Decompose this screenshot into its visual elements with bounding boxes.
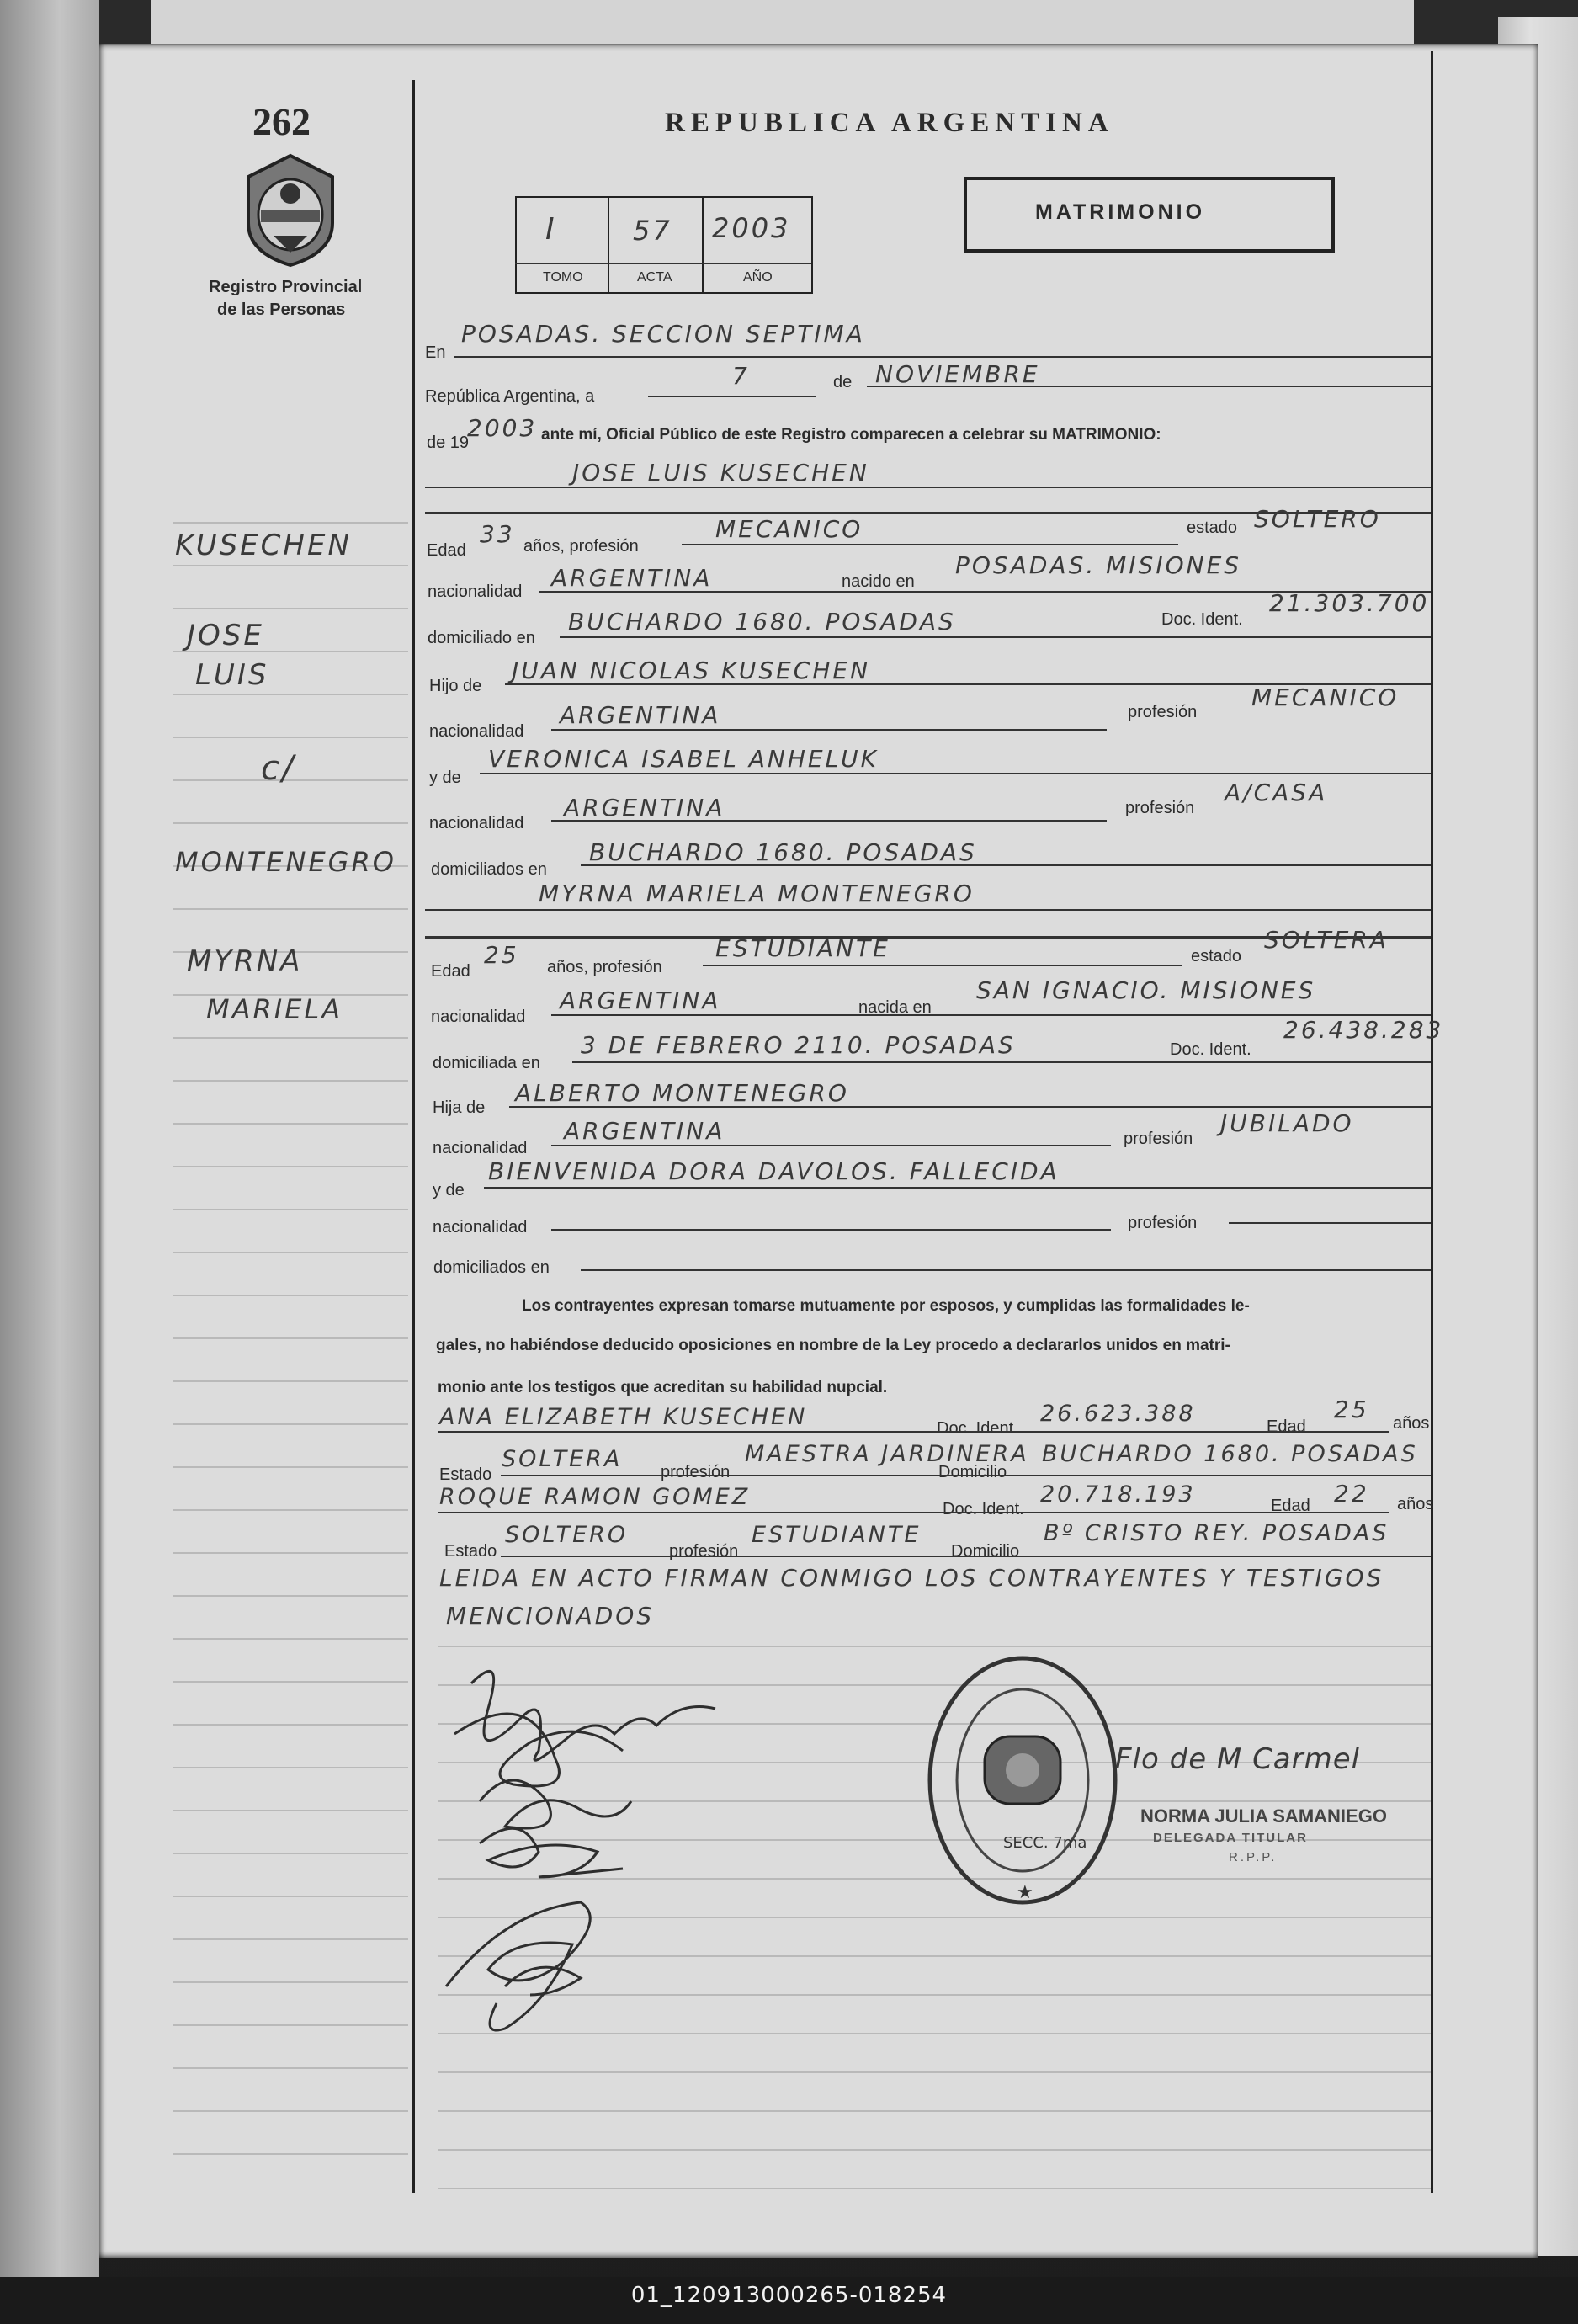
field-line	[509, 1106, 1431, 1108]
groom-profession: MECANICO	[715, 515, 863, 543]
ruled-line	[173, 737, 408, 738]
ruled-line	[173, 1466, 408, 1468]
statement-line2: gales, no habiéndose deducido oposiciones en nombre de la Ley procedo a declararlos unidos en matri-	[436, 1337, 1230, 1354]
label-hijo-de: Hijo de	[429, 677, 482, 695]
statement-line1: Los contrayentes expresan tomarse mutuamente por esposos, y cumplidas las formalidades le-	[522, 1297, 1250, 1315]
groom-birthplace: POSADAS. MISIONES	[955, 551, 1242, 579]
ruled-line	[173, 1681, 408, 1683]
groom-full-name: JOSE LUIS KUSECHEN	[572, 459, 869, 487]
page-number: 262	[252, 100, 311, 143]
field-line	[484, 1187, 1431, 1189]
label-estado-w: Estado	[439, 1465, 492, 1484]
field-line	[438, 1431, 1389, 1433]
box-divider	[515, 263, 811, 264]
field-line	[551, 1229, 1111, 1231]
label-doc: Doc. Ident.	[1161, 610, 1243, 629]
tomo-label: TOMO	[543, 270, 583, 285]
groom-doc: 21.303.700	[1269, 589, 1430, 617]
witness2-address: Bº CRISTO REY. POSADAS	[1044, 1520, 1389, 1546]
right-border	[1431, 51, 1433, 2193]
field-line	[454, 356, 1431, 358]
ruled-line	[173, 1938, 408, 1940]
margin-bride-name2: MARIELA	[206, 993, 343, 1025]
left-page-edge	[0, 0, 99, 2324]
margin-conjunction: c/	[261, 749, 296, 788]
bride-mother: BIENVENIDA DORA DAVOLOS. FALLECIDA	[488, 1157, 1060, 1185]
ruled-line	[173, 1981, 408, 1983]
bride-full-name: MYRNA MARIELA MONTENEGRO	[539, 880, 975, 907]
svg-text:★: ★	[1017, 1881, 1033, 1902]
label-y-de: y de	[433, 1181, 465, 1199]
acta-value: 57	[633, 215, 672, 247]
witness1-doc: 26.623.388	[1040, 1401, 1196, 1427]
ruled-line	[173, 1767, 408, 1768]
witness1-age: 25	[1334, 1396, 1369, 1423]
ruled-line	[173, 1810, 408, 1811]
label-doc: Doc. Ident.	[1170, 1040, 1251, 1059]
field-line	[438, 1512, 1389, 1513]
ano-label: AÑO	[743, 270, 773, 285]
margin-groom-surname: KUSECHEN	[175, 529, 352, 562]
ruled-line	[438, 2110, 1431, 2112]
bride-profession: ESTUDIANTE	[715, 934, 890, 962]
label-profesion: profesión	[1128, 1214, 1198, 1232]
page-title: REPUBLICA ARGENTINA	[665, 108, 1114, 138]
label-profesion: profesión	[1128, 703, 1198, 721]
label-anos: años	[1393, 1414, 1430, 1433]
ruled-line	[173, 1209, 408, 1210]
bride-father: ALBERTO MONTENEGRO	[515, 1079, 849, 1107]
label-nacionalidad: nacionalidad	[433, 1218, 528, 1236]
margin-groom-name2: LUIS	[195, 658, 269, 692]
bride-nationality: ARGENTINA	[560, 987, 721, 1014]
groom-parents-address: BUCHARDO 1680. POSADAS	[589, 838, 977, 866]
bride-address: 3 DE FEBRERO 2110. POSADAS	[581, 1031, 1016, 1059]
groom-address: BUCHARDO 1680. POSADAS	[568, 608, 956, 636]
label-doc: Doc. Ident.	[943, 1500, 1024, 1518]
label-nacionalidad: nacionalidad	[433, 1139, 528, 1157]
label-profesion: profesión	[1125, 799, 1195, 817]
witness2-status: SOLTERO	[505, 1522, 629, 1548]
label-anos-profesion: años, profesión	[547, 958, 662, 976]
official-org: R.P.P.	[1229, 1850, 1278, 1864]
ruled-line	[173, 1123, 408, 1125]
label-anos: años	[1397, 1495, 1434, 1513]
field-line	[572, 1061, 1431, 1063]
ruled-line	[173, 2153, 408, 2155]
label-domiciliados: domiciliados en	[433, 1258, 550, 1277]
label-edad: Edad	[1267, 1417, 1306, 1436]
label-domiciliado: domiciliado en	[428, 629, 535, 647]
field-line	[425, 487, 1431, 488]
bride-status: SOLTERA	[1264, 926, 1389, 954]
groom-father: JUAN NICOLAS KUSECHEN	[512, 657, 871, 684]
box-divider	[608, 196, 609, 292]
ruled-line	[173, 1853, 408, 1854]
ruled-line	[173, 2024, 408, 2026]
ruled-line	[173, 1595, 408, 1597]
ruled-line	[173, 1295, 408, 1296]
ruled-line	[173, 1080, 408, 1082]
label-y-de: y de	[429, 768, 461, 787]
ruled-line	[173, 2110, 408, 2112]
ruled-line	[173, 522, 408, 524]
place-value: POSADAS. SECCION SEPTIMA	[461, 320, 865, 348]
ruled-line	[173, 1037, 408, 1039]
ruled-line	[438, 2188, 1431, 2189]
field-line	[480, 773, 1431, 774]
ruled-line	[438, 2149, 1431, 2151]
footer-image-id: 01_120913000265-018254	[630, 2283, 948, 2308]
label-en: En	[425, 343, 446, 362]
ruled-line	[173, 908, 408, 910]
groom-mother-nationality: ARGENTINA	[564, 794, 725, 822]
statement-line3: monio ante los testigos que acreditan su habilidad nupcial.	[438, 1379, 888, 1396]
official-signature: Flo de M Carmel	[1115, 1742, 1361, 1776]
groom-mother: VERONICA ISABEL ANHELUK	[488, 745, 879, 773]
label-estado: estado	[1191, 947, 1242, 965]
box-divider	[702, 196, 704, 292]
field-line	[501, 1475, 1431, 1476]
groom-age: 33	[480, 520, 515, 548]
ruled-line	[173, 1380, 408, 1382]
field-line	[1229, 1222, 1431, 1224]
official-title: DELEGADA TITULAR	[1153, 1831, 1308, 1845]
ano-value: 2003	[712, 212, 791, 244]
field-line	[867, 386, 1431, 387]
ruled-line	[173, 1337, 408, 1339]
label-doc: Doc. Ident.	[937, 1419, 1018, 1438]
ruled-line	[173, 1724, 408, 1726]
label-anos-profesion: años, profesión	[523, 537, 639, 556]
label-nacida-en: nacida en	[858, 998, 932, 1017]
doc-type-label: MATRIMONIO	[1035, 200, 1206, 224]
field-line	[425, 909, 1431, 911]
top-paper-edge	[151, 0, 1414, 51]
label-domiciliada: domiciliada en	[433, 1054, 540, 1072]
field-line	[648, 396, 816, 397]
label-republica: República Argentina, a	[425, 387, 595, 406]
ruled-line	[173, 1166, 408, 1167]
margin-bride-surname: MONTENEGRO	[175, 846, 396, 878]
document-page	[99, 44, 1538, 2258]
label-hija-de: Hija de	[433, 1098, 486, 1117]
field-line	[581, 864, 1431, 866]
bride-doc: 26.438.283	[1283, 1016, 1444, 1044]
ruled-line	[173, 1552, 408, 1554]
label-profesion: profesión	[1124, 1130, 1193, 1148]
field-line	[581, 1269, 1431, 1271]
day-value: 7	[732, 362, 750, 390]
ruled-line	[173, 1896, 408, 1897]
registry-line2: de las Personas	[217, 300, 346, 319]
witness2-doc: 20.718.193	[1040, 1481, 1196, 1508]
label-de: de	[833, 373, 853, 391]
closing-line2: MENCIONADOS	[446, 1602, 655, 1630]
official-seal-icon	[917, 1646, 1128, 1923]
acta-label: ACTA	[637, 270, 672, 285]
margin-bride-name1: MYRNA	[187, 944, 303, 978]
label-estado: estado	[1187, 519, 1238, 537]
field-line	[560, 636, 1431, 638]
year-value: 2003	[467, 414, 538, 442]
field-line	[551, 1145, 1111, 1146]
ruled-line	[438, 2071, 1431, 2073]
groom-father-nationality: ARGENTINA	[560, 701, 721, 729]
field-line	[551, 820, 1107, 822]
label-nacionalidad: nacionalidad	[428, 582, 523, 601]
field-line	[501, 1556, 1431, 1557]
field-line	[682, 544, 1178, 545]
ruled-line	[173, 1423, 408, 1425]
groom-mother-profession: A/CASA	[1225, 779, 1328, 806]
bride-birthplace: SAN IGNACIO. MISIONES	[976, 976, 1316, 1004]
label-profesion-w: profesión	[661, 1463, 731, 1481]
bride-age: 25	[484, 941, 519, 969]
field-line	[551, 729, 1107, 731]
signatures-image	[404, 1633, 757, 2071]
official-name: NORMA JULIA SAMANIEGO	[1140, 1805, 1387, 1827]
seal-center-text: SECC. 7ma	[1003, 1834, 1087, 1852]
month-value: NOVIEMBRE	[875, 360, 1040, 388]
groom-nationality: ARGENTINA	[551, 564, 713, 592]
label-de-year: de 19	[427, 433, 470, 452]
witness2-age: 22	[1334, 1480, 1369, 1508]
witness1-address: BUCHARDO 1680. POSADAS	[1042, 1441, 1418, 1467]
ruled-line	[173, 565, 408, 566]
groom-father-profession: MECANICO	[1251, 683, 1400, 711]
ruled-line	[173, 1509, 408, 1511]
witness2-name: ROQUE RAMON GOMEZ	[439, 1484, 751, 1510]
coat-of-arms-icon	[240, 152, 341, 269]
ruled-line	[173, 2067, 408, 2069]
closing-line1: LEIDA EN ACTO FIRMAN CONMIGO LOS CONTRAYENTES Y TESTIGOS	[439, 1564, 1384, 1592]
margin-groom-name1: JOSE	[187, 619, 264, 652]
label-edad: Edad	[431, 962, 470, 981]
label-edad: Edad	[1271, 1497, 1310, 1515]
bride-father-nationality: ARGENTINA	[564, 1117, 725, 1145]
ruled-line	[173, 1638, 408, 1640]
ruled-line	[173, 1252, 408, 1253]
ruled-line	[173, 608, 408, 609]
field-line	[703, 965, 1182, 966]
label-nacionalidad: nacionalidad	[431, 1008, 526, 1026]
witness1-profession: MAESTRA JARDINERA	[745, 1441, 1029, 1467]
ruled-line	[173, 822, 408, 824]
label-nacionalidad: nacionalidad	[429, 722, 524, 741]
label-nacido-en: nacido en	[842, 572, 915, 591]
label-profesion-w: profesión	[669, 1542, 739, 1561]
label-domiciliados: domiciliados en	[431, 860, 547, 879]
witness2-profession: ESTUDIANTE	[752, 1522, 922, 1548]
ruled-line	[173, 694, 408, 695]
label-domicilio-w: Domicilio	[938, 1463, 1007, 1481]
label-domicilio-w: Domicilio	[951, 1542, 1020, 1561]
label-estado-w: Estado	[444, 1542, 497, 1561]
bride-father-profession: JUBILADO	[1220, 1109, 1354, 1137]
label-edad: Edad	[427, 541, 466, 560]
groom-status: SOLTERO	[1254, 505, 1381, 533]
witness1-name: ANA ELIZABETH KUSECHEN	[439, 1404, 808, 1430]
registry-line1: Registro Provincial	[209, 278, 363, 296]
label-nacionalidad: nacionalidad	[429, 814, 524, 832]
tomo-value: I	[545, 212, 557, 247]
witness1-status: SOLTERA	[502, 1446, 623, 1472]
intro-text: ante mí, Oficial Público de este Registro comparecen a celebrar su MATRIMONIO:	[541, 426, 1161, 444]
